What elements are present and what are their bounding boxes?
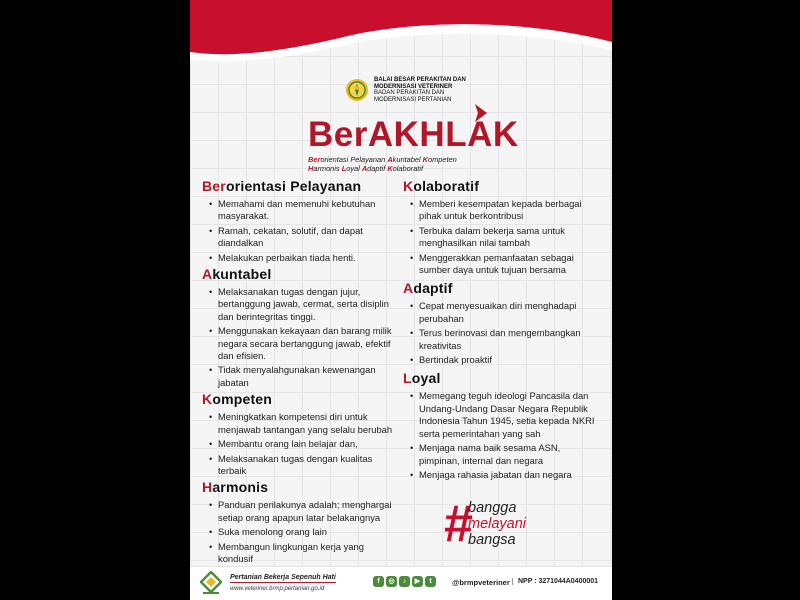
section-list [202,286,398,389]
list-item: • Menjaga rahasia jabatan dan negara [419,469,603,481]
list-item: • Terbuka dalam bekerja sama untuk menghasilkan nilai tambah [419,225,603,250]
section-list [403,300,603,366]
section-heading: Adaptif [403,280,453,297]
section-list [202,198,398,264]
list-item: • Menggunakan kekayaan dan barang milik negara secara bertanggung jawab, efektif dan efisien. [218,325,398,362]
org-line-3: BADAN PERAKITAN DAN [374,90,445,96]
section-heading: Loyal [403,370,441,387]
subtitle-line-2: Harmonis Loyal Adaptif Kolaboratif [308,164,424,173]
list-item: • Membangun lingkungan kerja yang kondusif [218,541,398,566]
list-item: • Melaksanakan tugas dengan jujur, bertanggung jawab, cermat, serta disiplin dan berintegritas tinggi. [218,286,398,323]
section-berorientasi-pelayanan [202,178,398,264]
section-akuntabel [202,266,398,389]
chevron-right-icon [473,103,489,123]
hashtag-word-3: bangsa [468,532,516,548]
list-item: • Menggerakkan pemanfaatan sebagai sumber daya untuk tujuan bersama [419,252,603,277]
list-item: • Panduan perilakunya adalah; menghargai setiap orang apapun latar belakangnya [218,499,398,524]
instagram-icon[interactable]: ◎ [386,576,397,587]
youtube-icon[interactable]: ▶ [412,576,423,587]
twitter-icon[interactable]: t [425,576,436,587]
footer [190,566,612,600]
poster [190,0,612,600]
list-item: • Membantu orang lain belajar dan, [218,438,398,450]
facebook-icon[interactable]: f [373,576,384,587]
subtitle-line-1: Berorientasi Pelayanan Akuntabel Kompeten [308,155,457,164]
section-heading: Kompeten [202,391,273,408]
left-column [202,178,398,567]
list-item: • Memberi kesempatan kepada berbagai pihak untuk berkontribusi [419,198,603,223]
list-item: • Terus berinovasi dan mengembangkan kreativitas [419,327,603,352]
social-handle[interactable]: @brmpveteriner [452,578,510,587]
right-column [403,178,603,485]
tiktok-icon[interactable]: ♪ [399,576,410,587]
footer-tagline: Pertanian Bekerja Sepenuh Hati [230,574,336,581]
org-line-1: BALAI BESAR PERAKITAN DAN [374,77,466,83]
brmp-logo-icon [200,571,222,595]
page-title: BerAKHLAK [308,115,519,154]
org-header [345,76,505,104]
hashtag-logo [444,496,564,552]
section-list [403,390,603,481]
list-item: • Suka menolong orang lain [218,526,398,538]
section-heading: Berorientasi Pelayanan [202,178,362,194]
footer-url[interactable]: www.veteriner.brmp.pertanian.go.id [230,586,325,592]
top-wave-band [190,0,612,80]
subtitle [308,155,457,173]
section-adaptif [403,280,603,366]
org-line-2: MODERNISASI VETERINER [374,83,453,90]
list-item: • Memegang teguh ideologi Pancasila dan Undang-Undang Dasar Negara Republik Indonesia Tahun 1945, setia kepada NKRI serta pemerintahan yang sah [419,390,603,440]
list-item: • Ramah, cekatan, solutif, dan dapat diandalkan [218,225,398,250]
hash-mark: # [444,495,473,553]
list-item: • Bertindak proaktif [419,354,603,366]
list-item: • Memahami dan memenuhi kebutuhan masyarakat. [218,198,398,223]
list-item: • Meningkatkan kompetensi diri untuk menjawab tantangan yang selalu berubah [218,411,398,436]
list-item: • Melakukan perbaikan tiada henti. [218,252,398,264]
ministry-seal-icon [345,78,369,102]
hashtag-word-2: melayani [468,516,527,532]
list-item: • Tidak menyalahgunakan kewenangan jabatan [218,364,398,389]
section-list [202,499,398,565]
section-harmonis [202,479,398,565]
section-list [202,411,398,477]
section-loyal [403,370,603,481]
section-heading: Akuntabel [202,266,272,283]
list-item: • Cepat menyesuaikan diri menghadapi perubahan [419,300,603,325]
hashtag-words [468,500,526,548]
org-line-4: MODERNISASI PERTANIAN [374,96,452,103]
list-item: • Melaksanakan tugas dengan kualitas terbaik [218,453,398,478]
social-icons [373,576,436,587]
section-heading: Kolaboratif [403,178,480,194]
hashtag-word-1: bangga [468,500,517,516]
npp-number: NPP : 3271044A0400001 [512,578,598,585]
list-item: • Menjaga nama baik sesama ASN, pimpinan, internal dan negara [419,442,603,467]
section-heading: Harmonis [202,479,269,496]
section-kolaboratif [403,178,603,276]
section-list [403,198,603,276]
section-kompeten [202,391,398,477]
